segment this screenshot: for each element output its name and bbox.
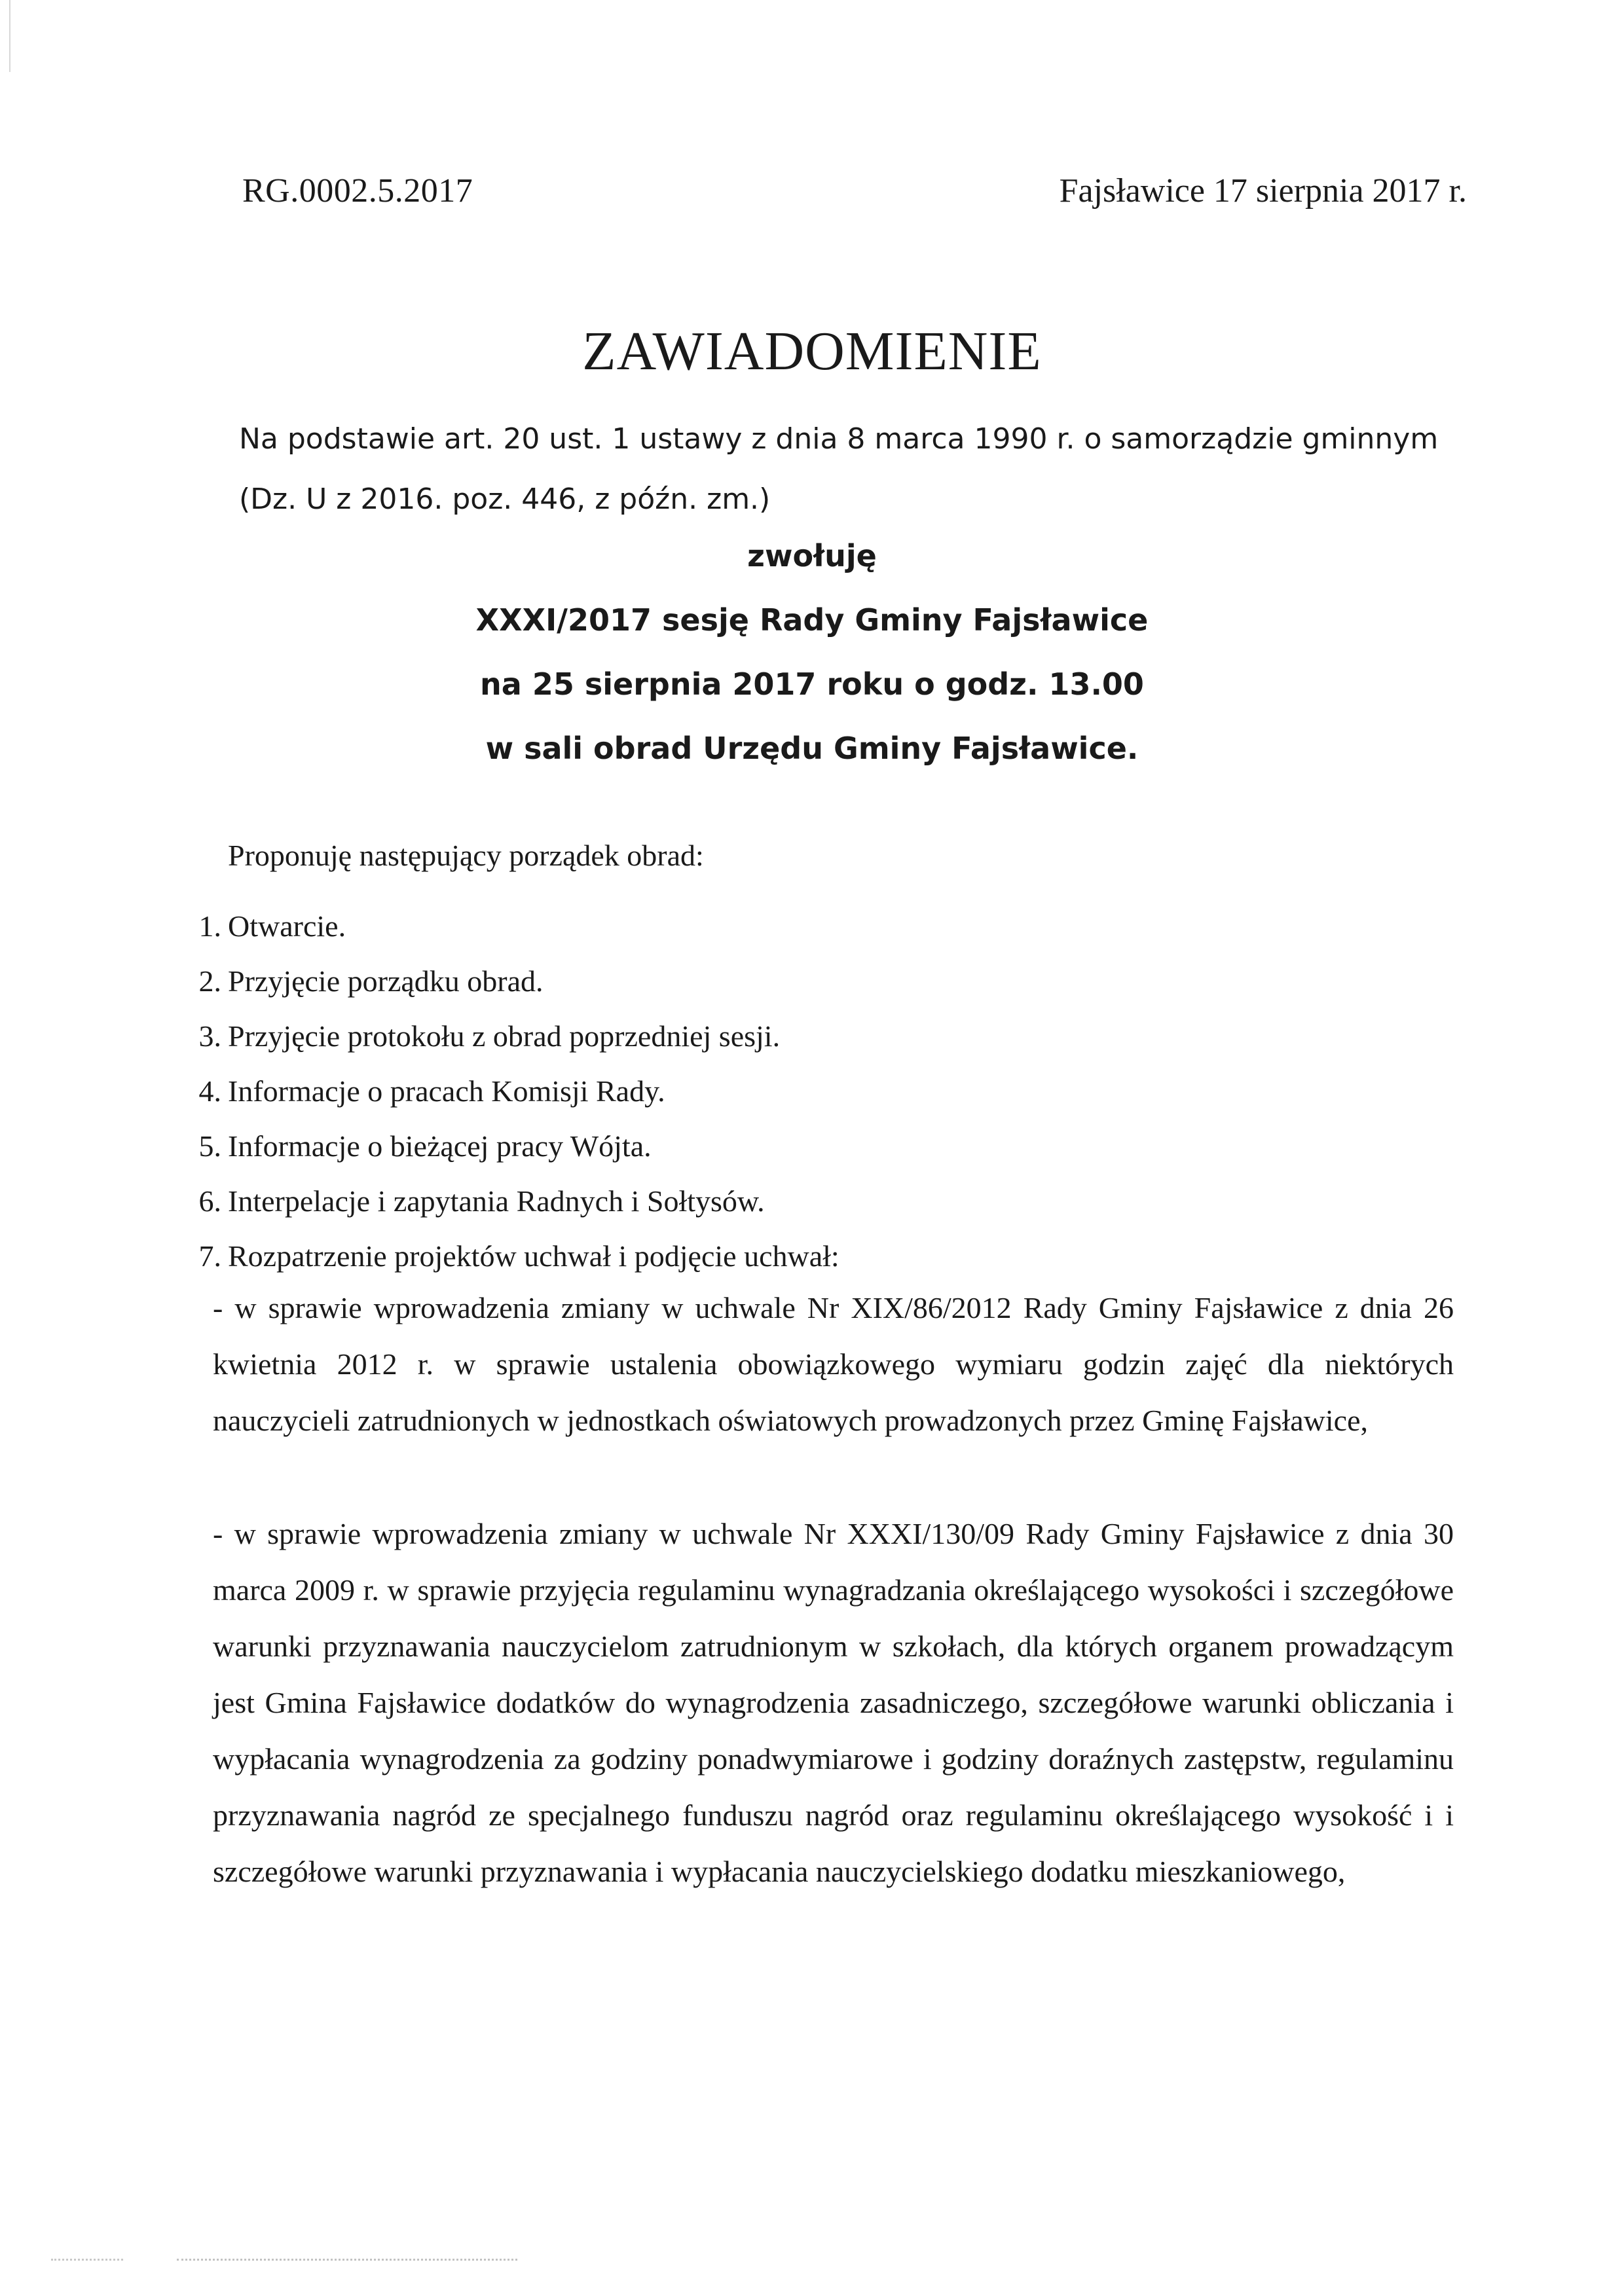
agenda-item-text: Przyjęcie porządku obrad. xyxy=(228,964,544,998)
agenda-list xyxy=(172,899,1475,1284)
agenda-intro: Proponuję następujący porządek obrad: xyxy=(228,839,704,872)
scan-artifact-line xyxy=(177,2259,517,2263)
agenda-item-number: 1. xyxy=(198,909,221,943)
agenda-item-text: Przyjęcie protokołu z obrad poprzedniej sesji. xyxy=(228,1019,781,1053)
agenda-item-text: Informacje o pracach Komisji Rady. xyxy=(228,1074,665,1108)
agenda-item-number: 6. xyxy=(198,1184,221,1218)
agenda-subitem: - w sprawie wprowadzenia zmiany w uchwale Nr XXXI/130/09 Rady Gminy Fajsławice z dnia 30 marca 2009 r. w sprawie przyjęcia regulaminu wynagradzania określającego wysokości i szczegółowe warunki przyznawania nauczycielom zatrudnionym w szkołach, dla których organem prowadzącym jest Gmina Fajsławice dodatków do wynagrodzenia zasadniczego, szczegółowe warunki obliczania i wypłacania wynagrodzenia za godziny ponadwymiarowe i godziny doraźnych zastępstw, regulaminu przyznawania nagród ze specjalnego funduszu nagród oraz regulaminu określającego wysokość i i szczegółowe warunki przyznawania i wypłacania nauczycielskiego dodatku mieszkaniowego, xyxy=(213,1517,1454,1888)
agenda-item xyxy=(172,1009,1475,1064)
legal-basis-paragraph: Na podstawie art. 20 ust. 1 ustawy z dnia 8 marca 1990 r. o samorządzie gminnym (Dz. U z 2016. poz. 446, z późn. zm.) xyxy=(239,422,1439,516)
agenda-item-text: Interpelacje i zapytania Radnych i Sołtysów. xyxy=(228,1184,765,1218)
agenda-item xyxy=(172,1229,1475,1284)
agenda-item xyxy=(172,1174,1475,1229)
agenda-item xyxy=(172,1064,1475,1119)
agenda-item-number: 5. xyxy=(198,1129,221,1163)
agenda-item-text: Informacje o bieżącej pracy Wójta. xyxy=(228,1129,652,1163)
agenda-item xyxy=(172,954,1475,1009)
convocation-verb: zwołuję xyxy=(747,538,877,574)
session-name: XXXI/2017 sesję Rady Gminy Fajsławice xyxy=(475,602,1149,638)
agenda-item-number: 4. xyxy=(198,1074,221,1108)
session-datetime: na 25 sierpnia 2017 roku o godz. 13.00 xyxy=(480,666,1144,702)
agenda-item xyxy=(172,899,1475,954)
agenda-subitem: - w sprawie wprowadzenia zmiany w uchwale Nr XIX/86/2012 Rady Gminy Fajsławice z dnia 26 kwietnia 2012 r. w sprawie ustalenia obowiązkowego wymiaru godzin zajęć dla niektórych nauczycieli zatrudnionych w jednostkach oświatowych prowadzonych przez Gminę Fajsławice, xyxy=(213,1291,1454,1437)
agenda-item-text: Otwarcie. xyxy=(228,909,346,943)
agenda-item-number: 2. xyxy=(198,964,221,998)
reference-number: RG.0002.5.2017 xyxy=(242,172,473,210)
agenda-item-text: Rozpatrzenie projektów uchwał i podjęcie uchwał: xyxy=(228,1239,840,1273)
agenda-item-number: 7. xyxy=(198,1239,221,1273)
document-title: ZAWIADOMIENIE xyxy=(582,321,1042,382)
place-and-date: Fajsławice 17 sierpnia 2017 r. xyxy=(1059,172,1467,210)
convocation-block xyxy=(0,524,1624,780)
session-location: w sali obrad Urzędu Gminy Fajsławice. xyxy=(485,731,1139,766)
agenda-item xyxy=(172,1119,1475,1174)
agenda-item-number: 3. xyxy=(198,1019,221,1053)
scan-artifact-line xyxy=(51,2259,123,2263)
scan-edge-mark xyxy=(9,0,10,72)
